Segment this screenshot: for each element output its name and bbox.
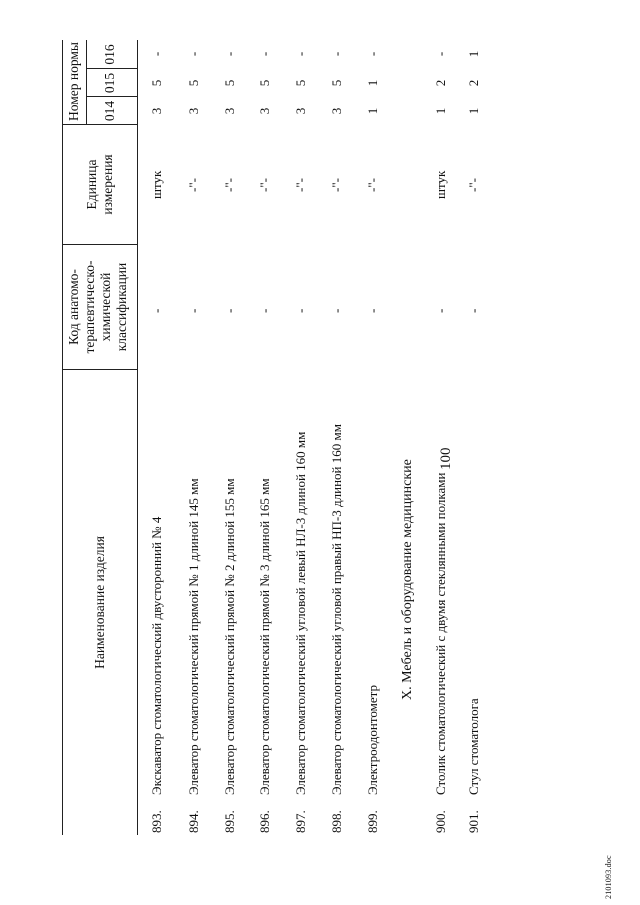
row-number: 899. <box>365 810 380 833</box>
header-unit-line: Единица <box>84 159 99 210</box>
row-name: Электроодонтометр <box>365 685 380 795</box>
header-norm-014: 014 <box>102 100 117 122</box>
row-name: Элеватор стоматологический прямой № 3 длиной 165 мм <box>257 478 272 795</box>
row-code: - <box>466 308 481 313</box>
header-unit-line: измерения <box>100 154 115 215</box>
row-name: Стул стоматолога <box>466 698 481 795</box>
table-top-line <box>62 40 63 835</box>
row-norm-014: 3 <box>293 107 308 115</box>
row-norm-015: 5 <box>257 79 272 87</box>
row-norm-016: - <box>365 51 380 57</box>
row-norm-014: 3 <box>186 107 201 115</box>
row-norm-014: 3 <box>257 107 272 115</box>
row-norm-015: 2 <box>466 79 481 87</box>
row-norm-015: 1 <box>365 79 380 87</box>
row-name: Экскаватор стоматологический двусторонний № 4 <box>149 516 164 795</box>
row-norm-015: 5 <box>222 79 237 87</box>
row-code: - <box>186 308 201 313</box>
row-code: - <box>257 308 272 313</box>
row-name: Элеватор стоматологический прямой № 2 длиной 155 мм <box>222 478 237 795</box>
header-code-line: Код анатомо- <box>66 269 81 345</box>
row-norm-016: - <box>186 51 201 57</box>
row-number: 896. <box>257 810 272 833</box>
row-norm-016: - <box>222 51 237 57</box>
row-number: 895. <box>222 810 237 833</box>
row-norm-015: 5 <box>329 79 344 87</box>
row-code: - <box>222 308 237 313</box>
col-divider-unit <box>62 244 137 245</box>
row-unit: -"- <box>257 178 272 192</box>
row-number: 900. <box>433 810 448 833</box>
header-norm: Номер нормы <box>66 41 81 122</box>
row-unit: -"- <box>293 178 308 192</box>
footer-document-code: 2101093.doc <box>604 855 613 899</box>
row-norm-014: 1 <box>466 107 481 115</box>
row-code: - <box>329 308 344 313</box>
row-name: Элеватор стоматологический прямой № 1 длиной 145 мм <box>186 478 201 795</box>
header-norm-015: 015 <box>102 72 117 94</box>
row-norm-014: 3 <box>329 107 344 115</box>
page-number: 100 <box>438 447 454 470</box>
row-unit: штук <box>149 170 164 199</box>
header-code-line: химической <box>98 272 113 342</box>
row-norm-016: 1 <box>466 50 481 58</box>
row-unit: -"- <box>186 178 201 192</box>
header-bottom-line <box>137 40 138 835</box>
row-code: - <box>433 308 448 313</box>
row-norm-016: - <box>149 51 164 57</box>
row-norm-015: 5 <box>186 79 201 87</box>
row-unit: -"- <box>329 178 344 192</box>
row-norm-016: - <box>329 51 344 57</box>
header-code <box>66 246 130 368</box>
row-number: 894. <box>186 810 201 833</box>
row-norm-014: 1 <box>433 107 448 115</box>
row-code: - <box>293 308 308 313</box>
row-name: Столик стоматологический с двумя стеклянными полками <box>433 472 448 795</box>
norm-header-split-line <box>86 40 87 125</box>
row-norm-014: 3 <box>222 107 237 115</box>
row-norm-016: - <box>293 51 308 57</box>
header-name: Наименование изделия <box>92 536 107 669</box>
row-number: 893. <box>149 810 164 833</box>
row-norm-015: 2 <box>433 79 448 87</box>
row-name: Элеватор стоматологический угловой правый НП-3 длиной 160 мм <box>329 424 344 795</box>
row-code: - <box>365 308 380 313</box>
row-norm-014: 3 <box>149 107 164 115</box>
header-code-line: классификации <box>114 262 129 352</box>
header-unit <box>84 126 116 243</box>
row-norm-016: - <box>433 51 448 57</box>
row-unit: -"- <box>222 178 237 192</box>
row-norm-014: 1 <box>365 107 380 115</box>
section-title: X. Мебель и оборудование медицинские <box>400 459 415 700</box>
row-number: 901. <box>466 810 481 833</box>
col-divider-norm <box>62 124 137 125</box>
row-unit: -"- <box>365 178 380 192</box>
row-unit: штук <box>433 170 448 199</box>
row-norm-015: 5 <box>149 79 164 87</box>
row-number: 897. <box>293 810 308 833</box>
row-norm-015: 5 <box>293 79 308 87</box>
row-code: - <box>149 308 164 313</box>
row-unit: -"- <box>466 178 481 192</box>
header-code-line: терапевтическо- <box>82 260 97 354</box>
header-norm-016: 016 <box>102 44 117 65</box>
row-norm-016: - <box>257 51 272 57</box>
row-number: 898. <box>329 810 344 833</box>
row-name: Элеватор стоматологический угловой левый НЛ-3 длиной 160 мм <box>293 431 308 795</box>
